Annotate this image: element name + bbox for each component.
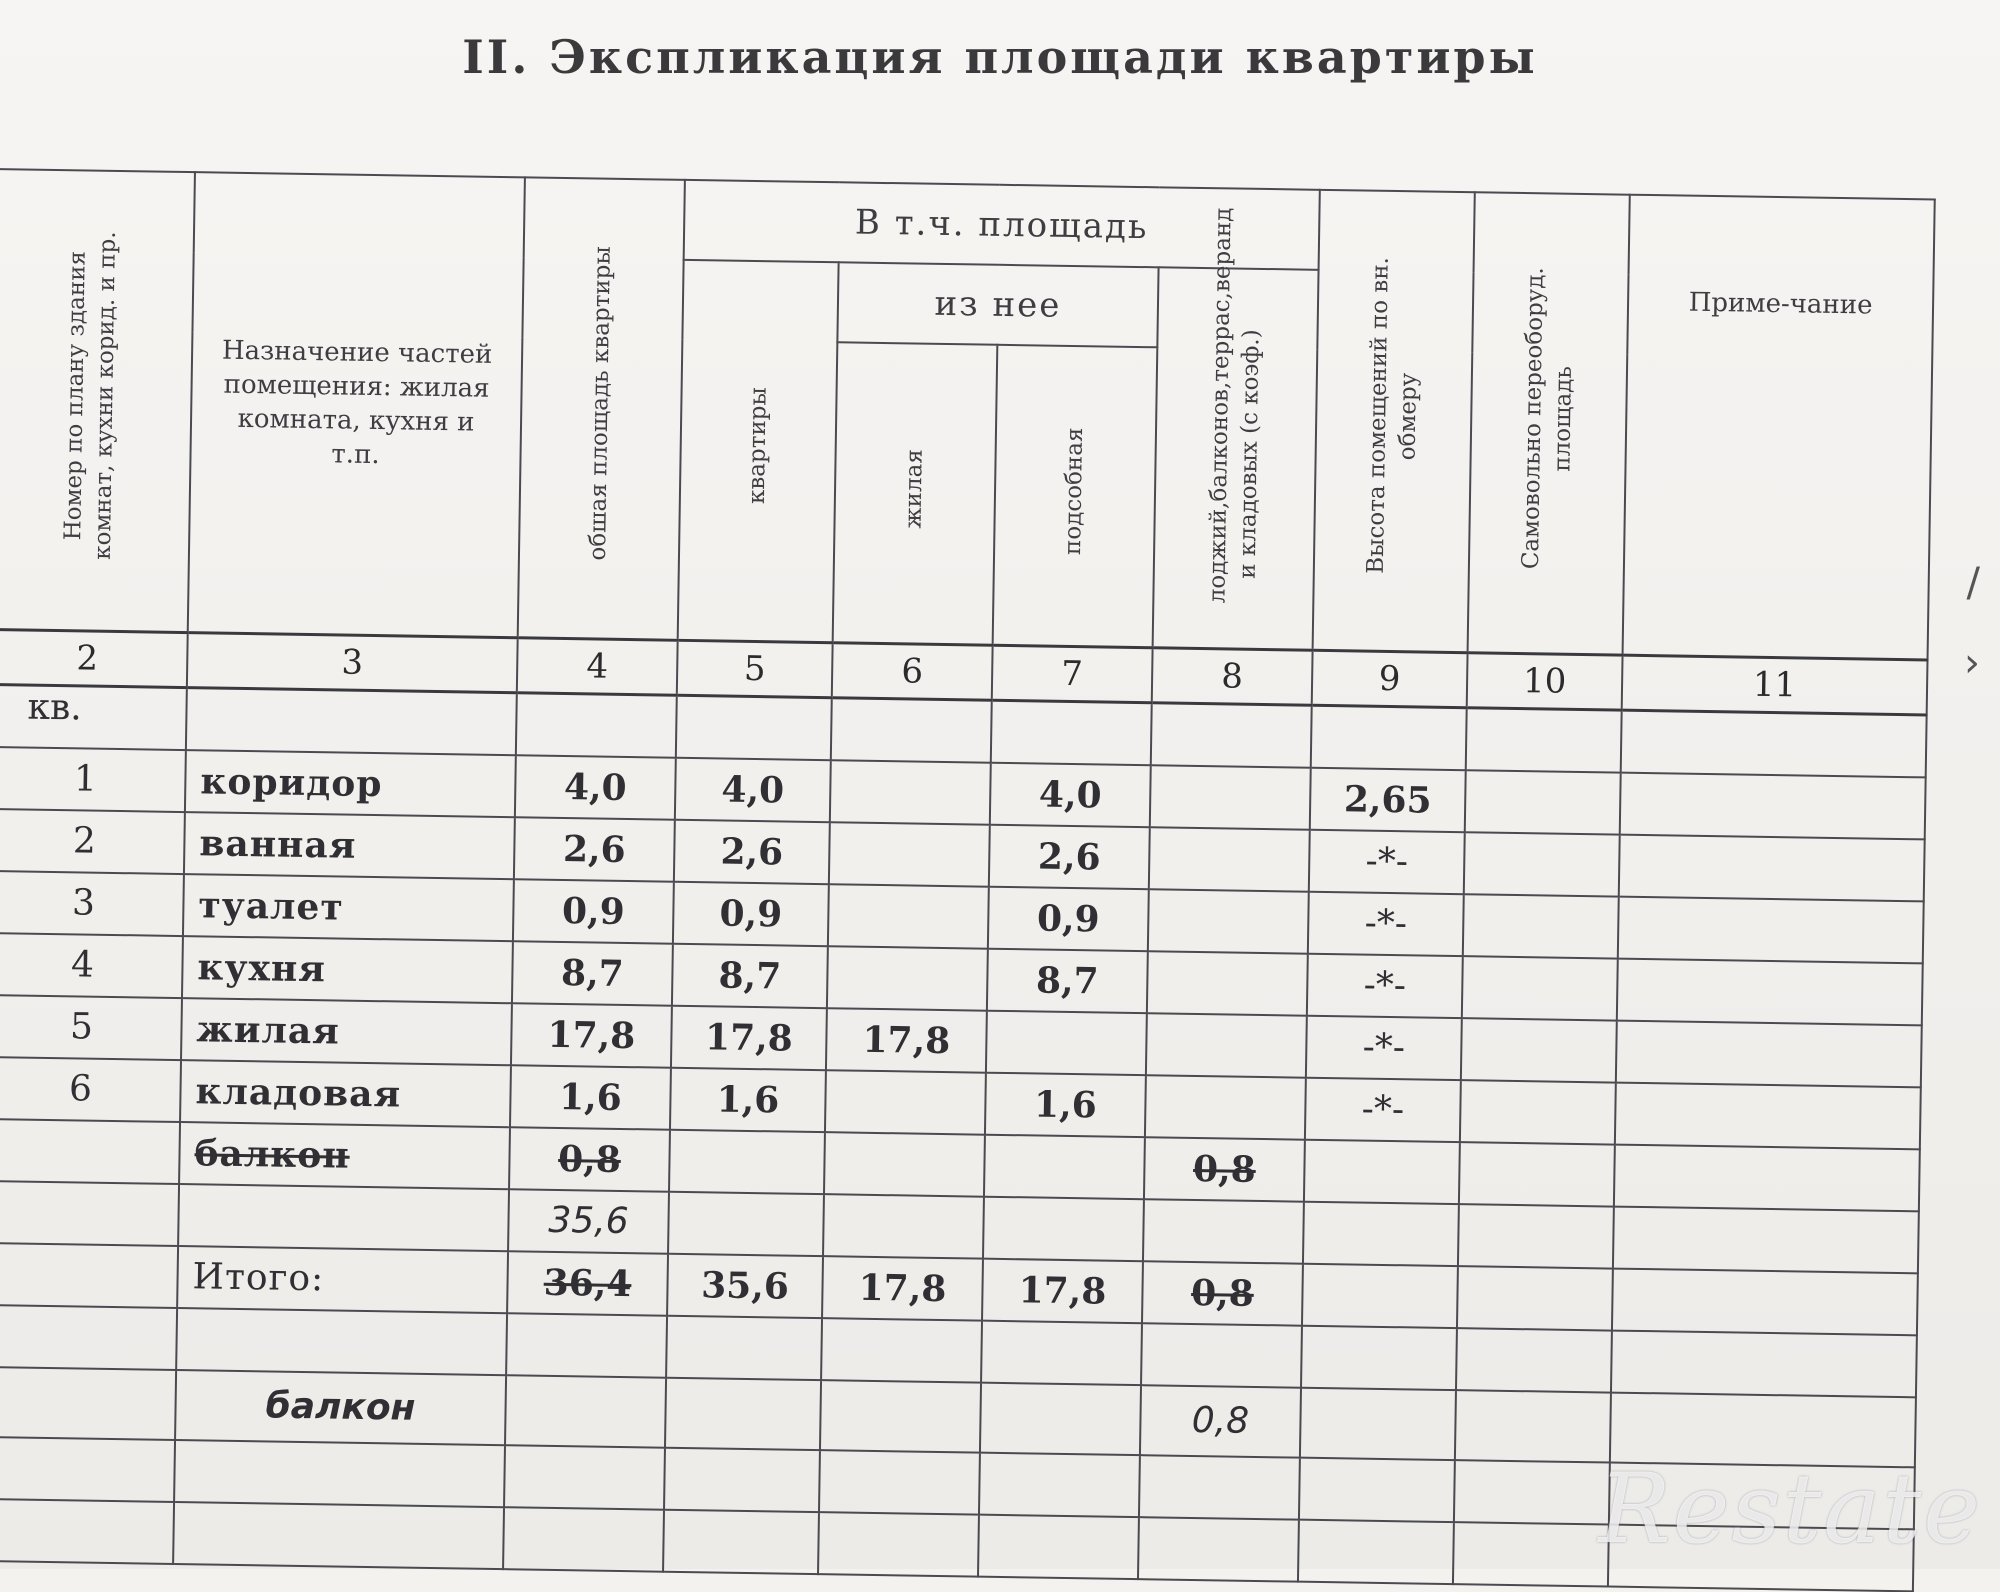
document-title: II. Экспликация площади квартиры <box>462 30 1538 84</box>
balcony-area-cell <box>1147 951 1308 1016</box>
header-living: жилая <box>833 342 998 644</box>
balcony-area-cell <box>1149 827 1310 892</box>
balcony-area-cell-struck: 0,8 <box>1144 1137 1305 1202</box>
room-name: кухня <box>182 936 513 1003</box>
living-area-cell <box>827 946 988 1011</box>
living-area-cell <box>825 1070 986 1135</box>
auxiliary-area-sum: 17,8 <box>982 1258 1143 1323</box>
total-label: Итого: <box>177 1246 508 1313</box>
handwritten-total-correction: 35,6 <box>508 1189 669 1254</box>
balcony-area-sum-struck: 0,8 <box>1142 1261 1303 1326</box>
apartment-area-cell: 17,8 <box>671 1005 827 1069</box>
room-name: туалет <box>183 874 514 941</box>
total-area-cell: 17,8 <box>511 1003 672 1068</box>
header-of-which: из нее <box>837 262 1158 347</box>
height-cell: -*- <box>1309 829 1465 893</box>
room-name: ванная <box>184 812 515 879</box>
room-name: кладовая <box>180 1060 511 1127</box>
room-name-struck: балкон <box>179 1122 510 1189</box>
column-number: 9 <box>1312 650 1468 707</box>
height-cell: -*- <box>1306 1015 1462 1079</box>
column-number: 2 <box>0 629 188 687</box>
column-number: 6 <box>832 642 993 700</box>
column-number: 5 <box>677 640 833 697</box>
living-area-cell: 17,8 <box>826 1008 987 1073</box>
height-cell: -*- <box>1307 953 1463 1017</box>
total-area-cell: 2,6 <box>514 817 675 882</box>
living-area-cell <box>830 760 991 825</box>
header-auxiliary: подсобная <box>993 345 1158 647</box>
total-area-sum-struck: 36,4 <box>507 1251 668 1316</box>
column-number: 7 <box>992 645 1153 703</box>
auxiliary-area-cell: 4,0 <box>990 762 1151 827</box>
column-number: 3 <box>187 632 518 692</box>
edge-mark: › <box>1964 640 1980 686</box>
auxiliary-area-cell: 2,6 <box>989 824 1150 889</box>
apartment-area-cell: 0,9 <box>673 881 829 945</box>
balcony-area-cell <box>1145 1075 1306 1140</box>
balcony-area-cell <box>1146 1013 1307 1078</box>
room-number: 5 <box>0 994 182 1059</box>
room-name: жилая <box>181 998 512 1065</box>
column-number: 8 <box>1152 647 1313 705</box>
header-purpose: Назначение частей помещения: жилая комната, кухня и т.п. <box>188 172 525 637</box>
apartment-area-cell: 8,7 <box>672 943 828 1007</box>
room-number: 4 <box>0 932 183 997</box>
header-note: Приме-чание <box>1623 195 1935 660</box>
balcony-area-cell <box>1150 765 1311 830</box>
total-area-cell: 1,6 <box>510 1065 671 1130</box>
height-cell: -*- <box>1308 891 1464 955</box>
auxiliary-area-cell <box>986 1010 1147 1075</box>
apartment-area-cell: 2,6 <box>674 819 830 883</box>
total-area-cell: 4,0 <box>515 755 676 820</box>
edge-mark: / <box>1966 560 1980 606</box>
living-area-cell <box>829 822 990 887</box>
handwritten-balcony-name: балкон <box>175 1370 506 1445</box>
header-room-number: Номер по плану здания комнат, кухни корид. и пр. <box>0 169 195 632</box>
total-area-cell: 8,7 <box>512 941 673 1006</box>
restate-watermark: Restate <box>1598 1453 1982 1565</box>
header-apartment-area: квартиры <box>678 260 839 642</box>
room-number: 6 <box>0 1056 181 1121</box>
header-including-area: В т.ч. площадь <box>684 180 1320 270</box>
section-label: кв. <box>0 684 187 750</box>
apartment-area-cell: 1,6 <box>670 1067 826 1131</box>
header-height: Высота помещений по вн. обмеру <box>1313 190 1475 652</box>
room-number: 1 <box>0 746 186 811</box>
apartment-area-sum: 35,6 <box>667 1253 823 1317</box>
column-number: 4 <box>517 637 678 695</box>
header-total-area: обшая площадь квартиры <box>518 177 685 639</box>
handwritten-balcony-area: 0,8 <box>1140 1385 1301 1458</box>
explication-table <box>0 168 1936 1592</box>
auxiliary-area-cell: 8,7 <box>987 948 1148 1013</box>
apartment-area-cell: 4,0 <box>675 757 831 821</box>
balcony-area-cell <box>1148 889 1309 954</box>
column-number: 11 <box>1622 655 1928 715</box>
auxiliary-area-cell: 1,6 <box>985 1072 1146 1137</box>
room-number: 3 <box>0 870 184 935</box>
column-number: 10 <box>1467 652 1623 709</box>
living-area-cell <box>828 884 989 949</box>
height-cell: 2,65 <box>1310 767 1466 831</box>
header-loggia-balcony: лоджий,балконов,террас,веранд и кладовых (с коэф.) <box>1153 267 1319 649</box>
room-number: 2 <box>0 808 185 873</box>
header-unauthorized-area: Самовольно переоборуд. площадь <box>1468 192 1630 654</box>
room-name: коридор <box>185 750 516 817</box>
total-area-cell: 0,9 <box>513 879 674 944</box>
total-area-cell-struck: 0,8 <box>509 1127 670 1192</box>
living-area-sum: 17,8 <box>822 1256 983 1321</box>
height-cell: -*- <box>1305 1077 1461 1141</box>
auxiliary-area-cell: 0,9 <box>988 886 1149 951</box>
